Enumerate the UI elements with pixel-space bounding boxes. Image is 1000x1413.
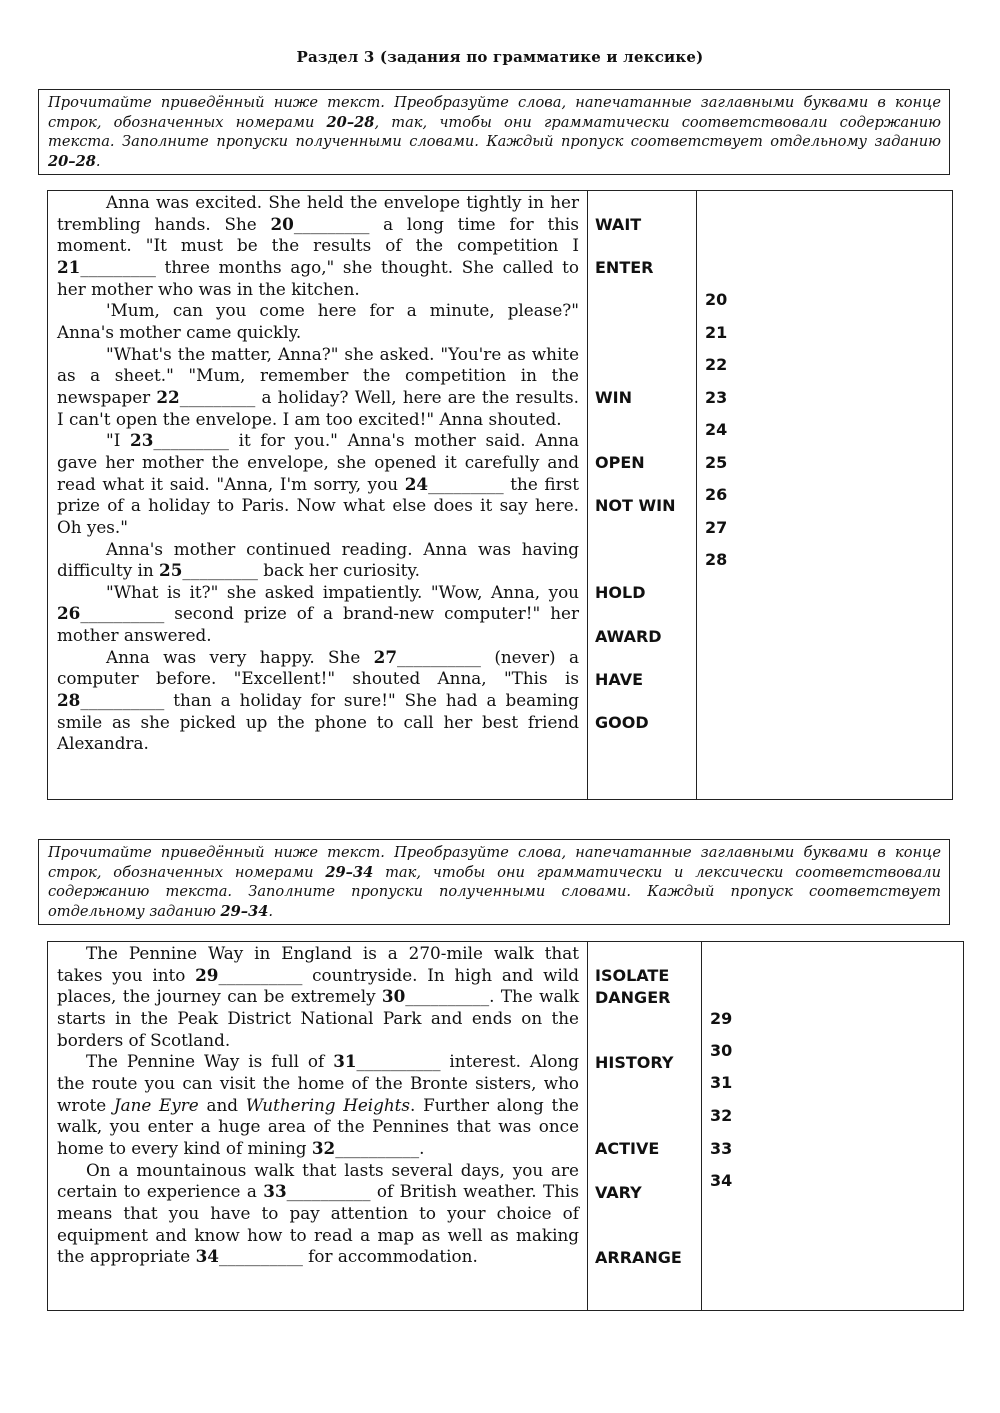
text-fragment: a holiday? Well, here are the results. I can't open the envelope. I am too excited!" Anna shouted. (57, 386, 580, 429)
text-fragment: 'Mum, can you come here for a minute, please?" Anna's mother came quickly. (57, 300, 579, 342)
gap-31[interactable]: 31__________ (333, 1051, 441, 1072)
answer-number: 26 (705, 485, 728, 504)
gap-24[interactable]: 24_________ (404, 473, 504, 494)
instruction-text: Прочитайте приведённый ниже текст. Преобразуйте слова, напечатанные заглавными буквами в конце строк, обозначенных номерами (48, 94, 941, 131)
task-table-2 (47, 941, 964, 1311)
instruction-text: . (268, 902, 274, 920)
book-title: Jane Eyre (113, 1094, 199, 1115)
story-text (48, 942, 588, 1310)
keyword-history: HISTORY (595, 1053, 674, 1072)
keyword-award: AWARD (595, 627, 662, 646)
text-fragment: the first prize of a holiday to Paris. Now what else does it say here. Oh yes." (57, 473, 579, 537)
answer-number: 27 (705, 518, 728, 537)
answer-number-column (702, 942, 963, 1310)
keyword-vary: VARY (595, 1183, 642, 1202)
text-fragment: . (419, 1137, 425, 1158)
text-fragment: "I (106, 430, 131, 451)
instruction-text: . (95, 152, 101, 170)
gap-33[interactable]: 33__________ (263, 1181, 371, 1202)
answer-number: 31 (710, 1073, 733, 1092)
keyword-column (586, 191, 697, 799)
keyword-danger: DANGER (595, 988, 671, 1007)
text-fragment: Anna was very happy. She (106, 646, 374, 667)
text-fragment: than a holiday for sure!" She had a beaming smile as she picked up the phone to call her best friend Alexandra. (57, 690, 579, 754)
gap-26[interactable]: 26__________ (57, 603, 165, 624)
keyword-arrange: ARRANGE (595, 1248, 682, 1267)
answer-number: 20 (705, 290, 728, 309)
text-fragment: a long time for this moment. "It must be the results of the competition I (57, 213, 579, 256)
text-fragment: Anna's mother continued reading. Anna was having difficulty in (57, 538, 579, 581)
text-fragment: The Pennine Way in England is a 270-mile walk that takes you into (57, 943, 579, 985)
text-fragment: of British weather. This means that you have to pay attention to your choice of equipment and know how to read a map as well as making the appropriate (57, 1181, 579, 1267)
keyword-column (586, 942, 702, 1310)
text-fragment: The Pennine Way is full of (86, 1051, 334, 1072)
task-table-1 (47, 190, 953, 800)
keyword-hold: HOLD (595, 583, 646, 602)
answer-number: 33 (710, 1139, 733, 1158)
story-text (48, 191, 588, 799)
keyword-open: OPEN (595, 453, 645, 472)
instruction-text: , так, чтобы они грамматически соответствовали содержанию текста. Заполните пропуски полученными словами. Каждый пропуск соответствует отдельному заданию (48, 113, 941, 150)
gap-20[interactable]: 20_________ (270, 213, 370, 234)
text-fragment: countryside. In high and wild places, the journey can be extremely (57, 964, 579, 1007)
answer-number: 24 (705, 420, 728, 439)
text-fragment: it for you." Anna's mother said. Anna gave her mother the envelope, she opened it carefully and read what it said. "Anna, I'm sorry, you (57, 430, 579, 494)
answer-number: 30 (710, 1041, 733, 1060)
page-title: Раздел 3 (задания по грамматике и лексике) (296, 48, 704, 66)
instruction-text: Прочитайте приведённый ниже текст. Преобразуйте слова, напечатанные заглавными буквами в конце строк, обозначенных номерами (48, 844, 941, 881)
gap-30[interactable]: 30__________ (381, 986, 490, 1007)
gap-27[interactable]: 27__________ (373, 646, 481, 667)
task-range: 29–34 (220, 902, 269, 920)
instruction-box-2 (38, 839, 950, 925)
keyword-isolate: ISOLATE (595, 966, 670, 985)
book-title: Wuthering Heights (245, 1094, 411, 1115)
text-fragment: Anna was excited. She held the envelope tightly in her trembling hands. She (57, 192, 579, 234)
gap-21[interactable]: 21_________ (57, 256, 156, 277)
answer-number: 21 (705, 323, 728, 342)
text-fragment: and (198, 1094, 246, 1115)
task-range: 29–34 (325, 863, 374, 881)
answer-number-column (697, 191, 952, 799)
answer-number: 34 (710, 1171, 733, 1190)
keyword-active: ACTIVE (595, 1139, 660, 1158)
task-range: 20–28 (326, 113, 375, 131)
keyword-have: HAVE (595, 670, 643, 689)
keyword-not-win: NOT WIN (595, 496, 676, 515)
answer-number: 29 (710, 1009, 733, 1028)
text-fragment: . Further along the walk, you enter a huge area of the Pennines that was once home to every kind of mining (57, 1094, 579, 1158)
keyword-good: GOOD (595, 713, 649, 732)
gap-23[interactable]: 23_________ (130, 430, 229, 451)
gap-28[interactable]: 28__________ (57, 690, 165, 711)
text-fragment: On a mountainous walk that lasts several days, you are certain to experience a (57, 1159, 579, 1202)
gap-32[interactable]: 32__________ (311, 1137, 420, 1158)
text-fragment: "What is it?" she asked impatiently. "Wow, Anna, you (106, 581, 579, 602)
keyword-win: WIN (595, 388, 632, 407)
keyword-wait: WAIT (595, 215, 642, 234)
text-fragment: back her curiosity. (257, 560, 421, 581)
text-fragment: . The walk starts in the Peak District National Park and ends on the borders of Scotland. (57, 986, 579, 1050)
text-fragment: "What's the matter, Anna?" she asked. "You're as white as a sheet." "Mum, remember the competition in the newspaper (57, 343, 579, 407)
answer-number: 23 (705, 388, 728, 407)
task-range: 20–28 (48, 152, 96, 170)
text-fragment: for accommodation. (302, 1246, 478, 1267)
instruction-text: так, чтобы они грамматически и лексически соответствовали содержанию текста. Заполните пропуски полученными словами. Каждый пропуск соответствует отдельному заданию (48, 863, 941, 920)
answer-number: 28 (705, 550, 728, 569)
text-fragment: second prize of a brand-new computer!" her mother answered. (57, 603, 579, 646)
instruction-box-1 (38, 89, 950, 175)
text-fragment: (never) a computer before. "Excellent!" shouted Anna, "This is (57, 646, 579, 689)
answer-number: 25 (705, 453, 728, 472)
gap-22[interactable]: 22_________ (156, 386, 256, 407)
answer-number: 22 (705, 355, 728, 374)
text-fragment: interest. Along the route you can visit the home of the Bronte sisters, who wrote (57, 1051, 579, 1115)
keyword-enter: ENTER (595, 258, 654, 277)
text-fragment: three months ago," she thought. She called to her mother who was in the kitchen. (57, 256, 579, 299)
gap-29[interactable]: 29__________ (195, 964, 303, 985)
gap-25[interactable]: 25_________ (159, 560, 258, 581)
answer-number: 32 (710, 1106, 733, 1125)
gap-34[interactable]: 34__________ (195, 1246, 303, 1267)
